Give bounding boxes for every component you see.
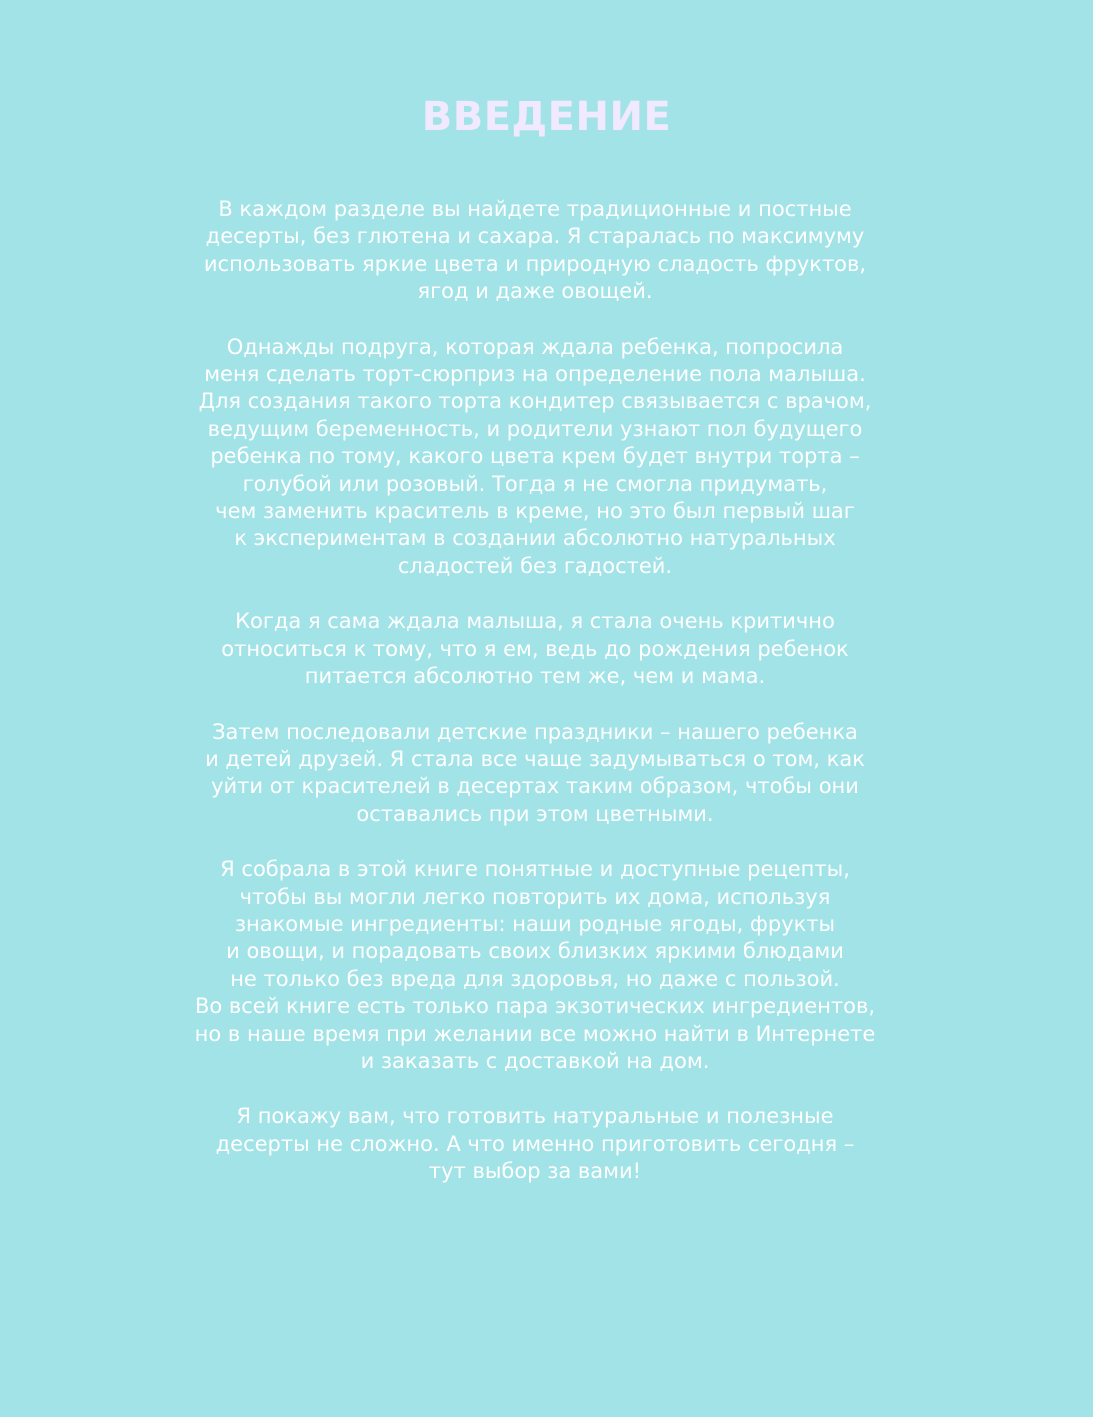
paragraph-3 — [160, 608, 910, 690]
text-line: уйти от красителей в десертах таким образом, чтобы они — [211, 774, 859, 799]
text-line: десерты, без глютена и сахара. Я старалась по максимуму — [205, 224, 865, 249]
text-line: использовать яркие цвета и природную сладость фруктов, — [203, 251, 867, 276]
text-line: Во всей книге есть только пара экзотических ингредиентов, — [194, 994, 876, 1019]
intro-text — [160, 196, 910, 1214]
paragraph-6 — [160, 1103, 910, 1185]
paragraph-4 — [160, 719, 910, 829]
text-line: к экспериментам в создании абсолютно натуральных — [234, 526, 836, 551]
text-line: Я собрала в этой книге понятные и доступные рецепты, — [220, 857, 850, 882]
paragraph-5 — [160, 856, 910, 1075]
text-line: ягод и даже овощей. — [417, 279, 653, 304]
text-line: десерты не сложно. А что именно приготовить сегодня – — [215, 1131, 855, 1156]
text-line: сладостей без гадостей. — [397, 553, 673, 578]
text-line: В каждом разделе вы найдете традиционные и постные — [218, 197, 852, 221]
text-line: Затем последовали детские праздники – нашего ребенка — [212, 719, 858, 744]
text-line: чтобы вы могли легко повторить их дома, используя — [239, 884, 831, 909]
text-line: оставались при этом цветными. — [356, 801, 714, 826]
text-line: Однажды подруга, которая ждала ребенка, попросила — [226, 334, 844, 359]
text-line: ведущим беременность, и родители узнают пол будущего — [207, 416, 863, 441]
text-line: но в наше время при желании все можно найти в Интернете — [194, 1021, 876, 1046]
text-line: Когда я сама ждала малыша, я стала очень критично — [235, 609, 835, 634]
text-line: тут выбор за вами! — [428, 1159, 642, 1184]
text-line: меня сделать торт-сюрприз на определение пола малыша. — [204, 362, 866, 387]
page-title: ВВЕДЕНИЕ — [421, 94, 672, 140]
text-line: ребенка по тому, какого цвета крем будет внутри торта – — [210, 444, 860, 469]
text-line: Я покажу вам, что готовить натуральные и полезные — [236, 1104, 834, 1129]
paragraph-2 — [160, 334, 910, 581]
paragraph-1 — [160, 196, 910, 306]
text-line: Для создания такого торта кондитер связывается с врачом, — [198, 389, 872, 414]
text-line: и детей друзей. Я стала все чаще задумываться о том, как — [205, 746, 865, 771]
text-line: относиться к тому, что я ем, ведь до рождения ребенок — [221, 636, 849, 661]
text-line: знакомые ингредиенты: наши родные ягоды, фрукты — [234, 911, 836, 936]
text-line: и заказать с доставкой на дом. — [360, 1048, 710, 1073]
text-line: и овощи, и порадовать своих близких яркими блюдами — [226, 939, 844, 964]
text-line: голубой или розовый. Тогда я не смогла придумать, — [242, 471, 828, 496]
text-line: питается абсолютно тем же, чем и мама. — [304, 664, 766, 689]
text-line: не только без вреда для здоровья, но даже с пользой. — [230, 966, 840, 991]
text-line: чем заменить краситель в креме, но это был первый шаг — [215, 499, 855, 524]
